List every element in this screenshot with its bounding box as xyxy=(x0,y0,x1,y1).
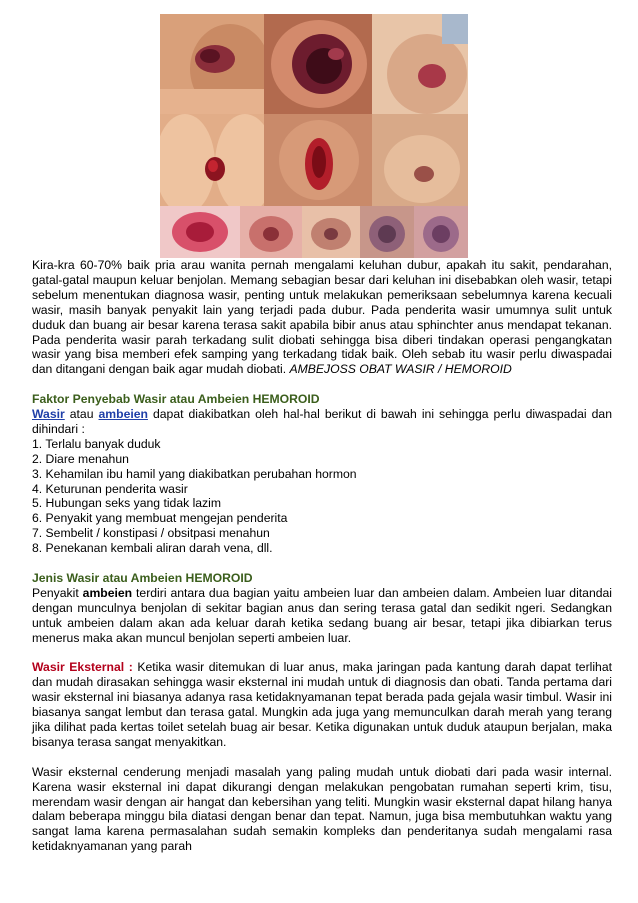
photo-11 xyxy=(414,206,468,258)
types-start: Penyakit xyxy=(32,585,79,600)
photo-3 xyxy=(372,14,468,114)
factors-lead xyxy=(32,407,612,437)
medical-photo-collage xyxy=(160,14,468,258)
types-text: terdiri antara dua bagian yaitu ambeien luar dan ambeien dalam. Ambeien luar ditandai dengan munculnya benjolan di sekitar bagian anus dan sering terasa gatal dan sedikit ngeri. Sedangkan untuk ambeien dalam akan ada keluar darah ketika sedang buang air besar, tetapi jika dibiarkan terus menerus maka akan muncul benjolan seperti ambeien luar. xyxy=(32,585,612,645)
photo-5 xyxy=(264,114,372,206)
ambeien-link[interactable]: ambeien xyxy=(98,407,148,422)
list-item: 5. Hubungan seks yang tidak lazim xyxy=(32,496,222,511)
factors-lead-text: dapat diakibatkan oleh hal-hal berikut di bawah ini sehingga perlu diwaspadai dan dihindari : xyxy=(32,407,612,436)
factors-list xyxy=(32,437,612,556)
list-item: 8. Penekanan kembali aliran darah vena, dll. xyxy=(32,541,273,556)
photo-2 xyxy=(264,14,372,114)
photo-7 xyxy=(160,206,240,258)
photo-1 xyxy=(160,14,264,114)
list-item: 6. Penyakit yang membuat mengejan penderita xyxy=(32,511,288,526)
list-item: 7. Sembelit / konstipasi / obsitpasi menahun xyxy=(32,526,270,541)
wasir-link[interactable]: Wasir xyxy=(32,407,65,422)
intro-paragraph xyxy=(32,258,612,377)
types-bold-word: ambeien xyxy=(82,585,133,600)
types-paragraph xyxy=(32,586,612,646)
photo-4 xyxy=(160,114,264,206)
external-paragraph xyxy=(32,660,612,749)
factors-heading: Faktor Penyebab Wasir atau Ambeien HEMOROID xyxy=(32,392,320,407)
external-text: Ketika wasir ditemukan di luar anus, maka jaringan pada kantung darah dapat terlihat dan mudah dirasakan sehingga wasir eksternal ini mudah untuk di diagnosis dan obati. Tanda pertama dari wasir eksternal ini biasanya adanya rasa ketidaknyamanan tepat berada pada gejala wasir timbul. Wasir ini biasanya sangat lembut dan terasa gatal. Mungkin ada juga yang memunculkan darah merah yang terang jika dilihat pada kertas toilet setelah buag air besar. Ketika digunakan untuk duduk ataupun berjalan, maka bisanya terasa sangat menyakitkan. xyxy=(32,660,613,749)
intro-text: Kira-kra 60-70% baik pria arau wanita pernah mengalami keluhan dubur, apakah itu sakit, pendarahan, gatal-gatal maupun keluar benjolan. Memang sebagian besar dari keluhan ini disebabkan oleh wasir, tetapi sebelum menentukan diagnosa wasir, penting untuk melakukan pemeriksaan sebelumnya karena kecuali wasir, masih banyak penyakit lain yang terjadi pada dubur. Pada penderita wasir umumnya sulit untuk duduk dan buang air besar karena terasa sakit apabila bibir anus atau sphinchter anus mendapat tekanan. Pada penderita wasir parah terkadang sulit diobati sehingga bisa diberi tindakan operasi pengangkatan wasir yang bisa memberi efek samping yang terkadang tidak baik. Oleh sebab itu wasir perlu diwaspadai dan ditangani dengan baik agar mudah diobati. xyxy=(32,258,612,377)
list-item: 3. Kehamilan ibu hamil yang diakibatkan perubahan hormon xyxy=(32,466,357,481)
word-atau: atau xyxy=(69,407,94,422)
photo-10 xyxy=(360,206,414,258)
photo-8 xyxy=(240,206,302,258)
article-body xyxy=(32,258,612,854)
external-paragraph-2: Wasir eksternal cenderung menjadi masalah yang paling mudah untuk diobati dari pada wasir internal. Karena wasir eksternal ini dapat dikurangi dengan melakukan pengobatan rumahan seperti krim, tisu, merendam wasir dengan air hangat dan kebersihan yang teliti. Mungkin wasir eksternal dapat hilang hanya dalam beberapa minggu bila diatasi dengan benar dan tepat. Namun, juga bisa membutuhkan waktu yang sangat lama karena permasalahan sudah semakin kompleks dan penderitanya sudah mengalami rasa ketidaknyamanan yang parah xyxy=(32,764,612,854)
types-heading: Jenis Wasir atau Ambeien HEMOROID xyxy=(32,571,253,585)
list-item: 4. Keturunan penderita wasir xyxy=(32,481,188,496)
external-label: Wasir Eksternal : xyxy=(32,660,133,675)
list-item: 1. Terlalu banyak duduk xyxy=(32,436,161,451)
list-item: 2. Diare menahun xyxy=(32,451,129,466)
photo-9 xyxy=(302,206,360,258)
photo-6 xyxy=(372,114,468,206)
intro-italic-tag: AMBEJOSS OBAT WASIR / HEMOROID xyxy=(289,362,512,377)
